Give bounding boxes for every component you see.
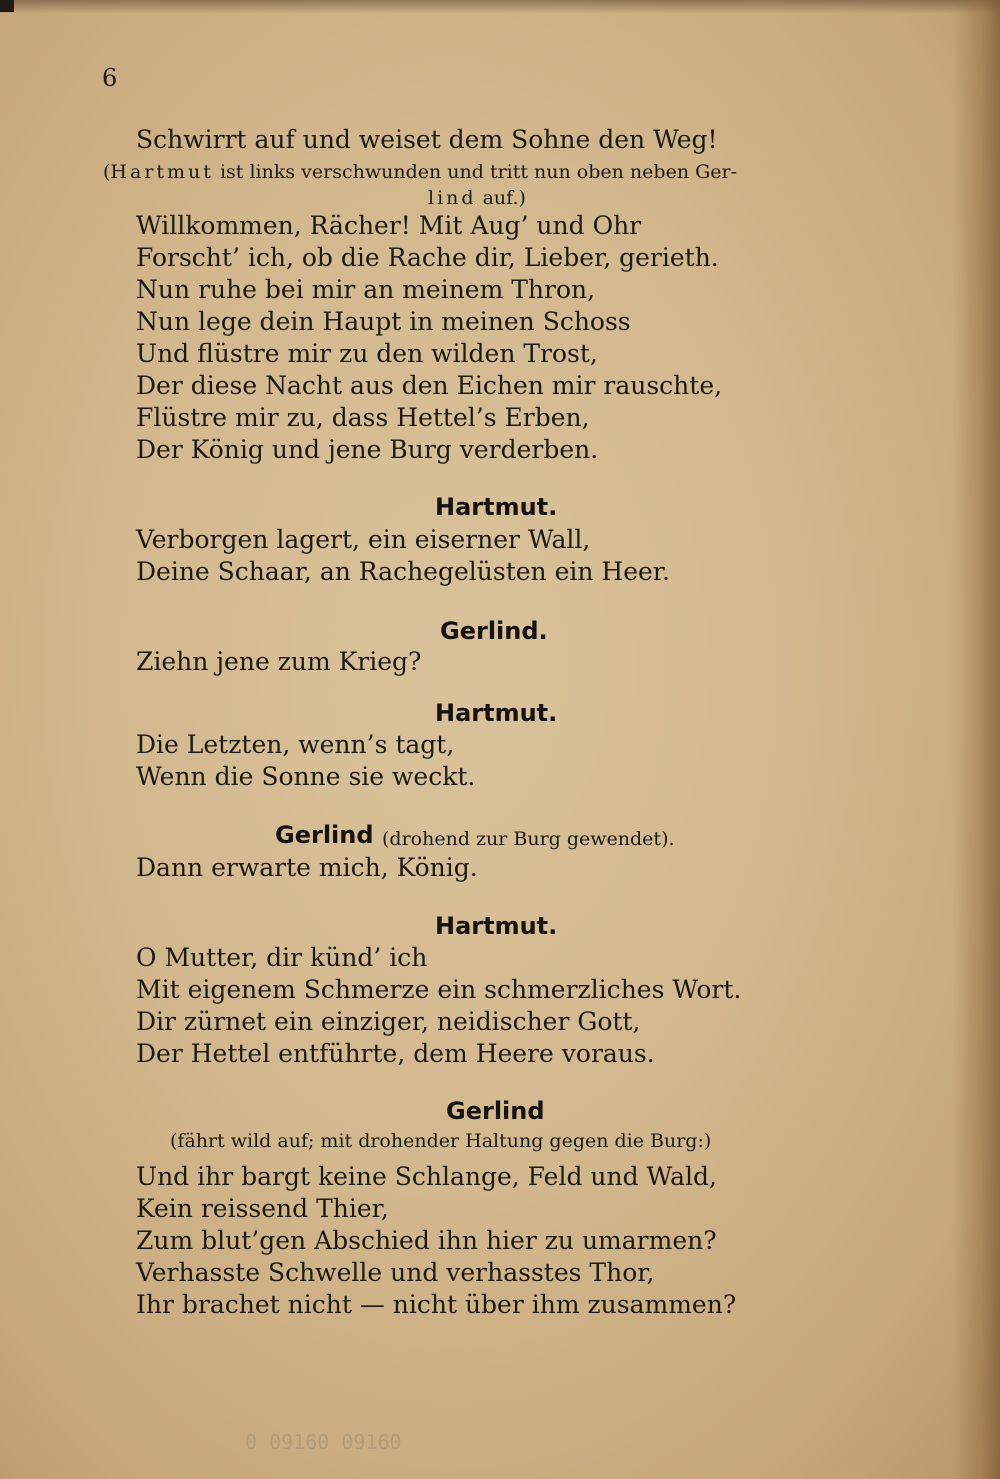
verse-line: Forscht’ ich, ob die Rache dir, Lieber, gerieth. [136,243,719,272]
page-number: 6 [102,64,118,92]
stage-direction-text: ist links verschwunden und tritt nun oben neben Ger- [213,161,738,183]
page-right-edge [952,0,1000,1479]
verse-line: Der diese Nacht aus den Eichen mir rauschte, [136,371,723,400]
verse-line: O Mutter, dir künd’ ich [136,943,428,972]
speaker-heading: Hartmut. [435,493,558,521]
verse-line: Der Hettel entführte, dem Heere voraus. [136,1039,655,1068]
verse-line: Zum blut’gen Abschied ihn hier zu umarmen? [136,1226,717,1255]
speaker-heading: Hartmut. [435,912,558,940]
verse-line: Verborgen lagert, ein eiserner Wall, [136,525,591,554]
stage-direction-continued [428,186,526,210]
stage-direction [103,160,737,184]
stage-open-paren: ( [103,161,111,183]
verse-line: Dann erwarte mich, König. [136,853,478,882]
library-stamp: 0 09160 09160 [245,1430,402,1454]
verse-line: Deine Schaar, an Rachegelüsten ein Heer. [136,557,670,586]
stage-direction: (fährt wild auf; mit drohender Haltung gegen die Burg:) [170,1130,712,1152]
stage-character-name: Hartmut [110,161,214,183]
corner-mark [0,0,14,12]
verse-line: Mit eigenem Schmerze ein schmerzliches Wort. [136,975,742,1004]
verse-line: Schwirrt auf und weiset dem Sohne den Weg! [136,125,718,154]
stage-direction: (drohend zur Burg gewendet). [382,828,675,850]
verse-line: Verhasste Schwelle und verhasstes Thor, [136,1258,655,1287]
verse-line: Der König und jene Burg verderben. [136,435,599,464]
speaker-heading: Hartmut. [435,699,558,727]
speaker-heading: Gerlind. [440,617,548,645]
verse-line: Dir zürnet ein einziger, neidischer Gott, [136,1007,641,1036]
verse-line: Kein reissend Thier, [136,1194,389,1223]
verse-line: Und flüstre mir zu den wilden Trost, [136,339,598,368]
verse-line: Nun ruhe bei mir an meinem Thron, [136,275,596,304]
verse-line: Willkommen, Rächer! Mit Aug’ und Ohr [136,211,642,240]
verse-line: Und ihr bargt keine Schlange, Feld und Wald, [136,1162,717,1191]
stage-direction-text: auf.) [476,187,526,209]
verse-line: Wenn die Sonne sie weckt. [136,762,476,791]
stage-character-name: lind [428,187,477,209]
page-top-shadow [0,0,1000,14]
verse-line: Die Letzten, wenn’s tagt, [136,730,455,759]
verse-line: Flüstre mir zu, dass Hettel’s Erben, [136,403,590,432]
speaker-heading: Gerlind [275,821,374,849]
verse-line: Nun lege dein Haupt in meinen Schoss [136,307,631,336]
speaker-heading: Gerlind [446,1097,545,1125]
verse-line: Ihr brachet nicht — nicht über ihm zusammen? [136,1290,737,1319]
verse-line: Ziehn jene zum Krieg? [136,647,422,676]
